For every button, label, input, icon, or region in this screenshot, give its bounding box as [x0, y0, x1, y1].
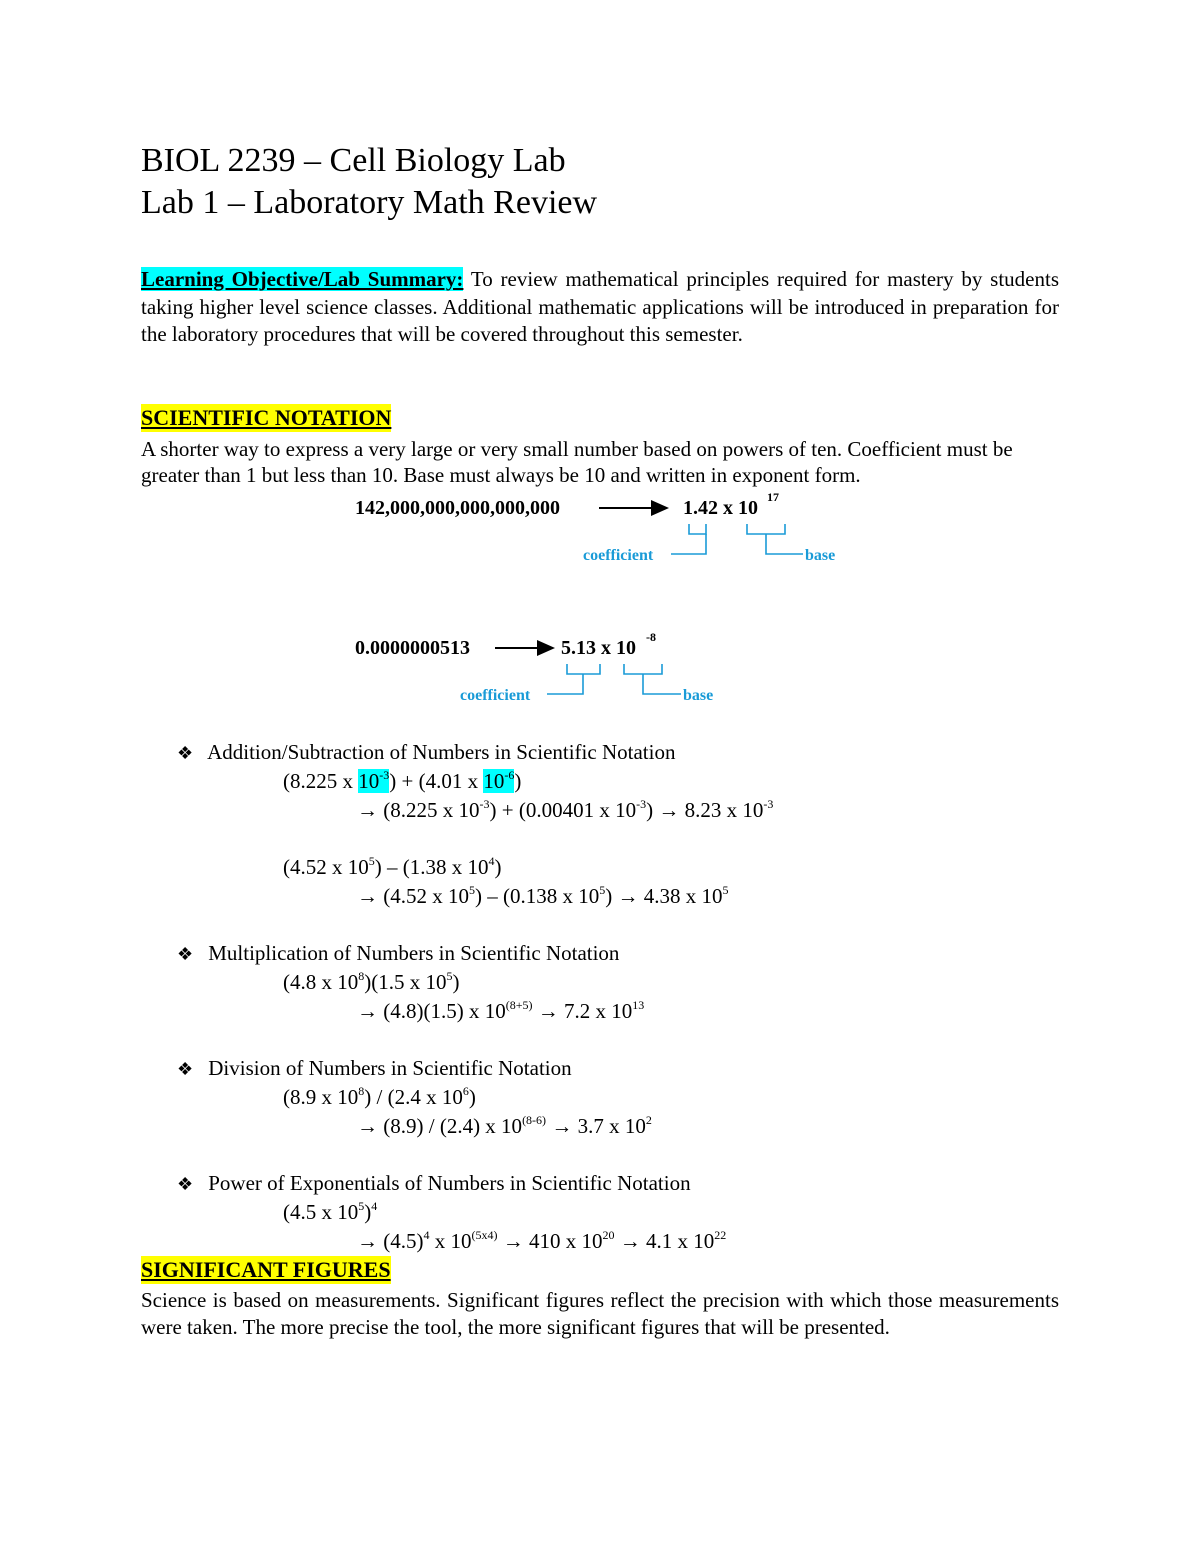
lab-title: Lab 1 – Laboratory Math Review [141, 184, 598, 221]
large-sci-mantissa: 1.42 x 10 [683, 497, 758, 519]
coefficient-bracket-2 [567, 664, 600, 674]
sci-notation-diagram-large [141, 488, 1059, 578]
large-number: 142,000,000,000,000,000 [355, 497, 560, 519]
sci-notation-diagram-small [141, 628, 1059, 718]
multiplication-problem: (4.8 x $10^8)(1.5$ x $10^5$) [283, 969, 460, 994]
arrow-icon: → [357, 999, 378, 1023]
course-title: BIOL 2239 – Cell Biology Lab [141, 142, 566, 179]
addition-example2-solution: → (4.52 x $10^5) - (0.138$ x $10^5) \to 4.38$ x $10^5$ [357, 883, 729, 908]
base-bracket-2 [624, 664, 662, 674]
division-problem: (8.9 x $10^8) / (2.4$ x $10^6$) [283, 1084, 476, 1109]
objective-label: Learning Objective/Lab Summary: [141, 267, 464, 291]
multiplication-section [177, 939, 1037, 1026]
power-problem: (4.5 x $10^5)^4$ [283, 1199, 378, 1224]
division-section [177, 1054, 1037, 1141]
arrow-icon: → [357, 798, 378, 822]
small-sci-exponent: -8 [646, 630, 656, 644]
base-leader-2 [643, 674, 681, 694]
significant-figures-description: Science is based on measurements. Significant figures reflect the precision with which those measurements were taken. The more precise the tool, the more significant figures that will be presented. [141, 1288, 1059, 1339]
arrow-icon: → [357, 1229, 378, 1253]
arrow-icon: → [357, 884, 378, 908]
power-section [177, 1169, 1037, 1256]
addition-section [177, 738, 1037, 911]
addition-example1-solution: → (8.225 x $10^{-3}) + (0.00401$ x $10^{-3}) \to 8.23$ x $10^{-3}$ [357, 797, 774, 822]
arrow-icon: → [619, 1229, 641, 1253]
arrow-icon: → [502, 1229, 524, 1253]
multiplication-title: Multiplication of Numbers in Scientific Notation [208, 941, 620, 965]
bullet-diamond-icon: ❖ [177, 1174, 194, 1194]
scientific-notation-heading: SCIENTIFIC NOTATION [141, 405, 392, 430]
small-sci-mantissa: 5.13 x 10 [561, 637, 636, 659]
arrow-icon: → [617, 884, 639, 908]
scientific-notation-description: A shorter way to express a very large or very small number based on powers of ten. Coefficient must be greater than 1 but less than 10. Base must always be 10 and written in exponent form. [141, 437, 1013, 487]
arrow-icon: → [551, 1114, 573, 1138]
objective-text: To review mathematical principles required for mastery by students taking higher level science classes. Additional mathematic applications will be introduced in preparation for the laboratory procedures that will be covered throughout this semester. [141, 267, 1059, 346]
addition-title: Addition/Subtraction of Numbers in Scientific Notation [207, 740, 676, 764]
arrow-icon: → [357, 1114, 378, 1138]
power-title: Power of Exponentials of Numbers in Scientific Notation [208, 1171, 691, 1195]
significant-figures-heading: SIGNIFICANT FIGURES [141, 1257, 391, 1282]
division-title: Division of Numbers in Scientific Notation [208, 1056, 572, 1080]
coefficient-leader-2 [547, 674, 583, 694]
power-solution: → $(4.5)^4$ x $10^{(5x4)} \to 410$ x $10^{20} \to 4.1$ x $10^{22}$ [357, 1228, 727, 1253]
base-label-2: base [683, 687, 714, 704]
bullet-diamond-icon: ❖ [177, 743, 194, 763]
arrow-icon: → [658, 798, 680, 822]
addition-example2-problem: (4.52 x $10^5) - (1.38$ x $10^4$) [283, 854, 502, 879]
arrow-head-2 [537, 640, 555, 656]
bullet-diamond-icon: ❖ [177, 944, 194, 964]
arrow-head-1 [651, 500, 669, 516]
division-solution: → (8.9) / (2.4) x 10$^{(8-6)}$ → 3.7 x $10^2$ [357, 1113, 652, 1138]
addition-example1-problem: (8.225 x $10^{-3}) + (4.01$ x $10^{-6}$) [283, 768, 522, 793]
bullet-diamond-icon: ❖ [177, 1059, 194, 1079]
multiplication-solution: → (4.8)(1.5) x $10^{(8+5)} \to 7.2$ x $10^{13}$ [357, 998, 645, 1023]
base-bracket-1 [747, 524, 785, 534]
base-label-1: base [805, 547, 836, 564]
operations-list [177, 738, 1037, 1256]
base-leader-1 [766, 534, 803, 554]
small-number: 0.0000000513 [355, 637, 470, 659]
coefficient-label-2: coefficient [460, 687, 531, 704]
arrow-icon: → [537, 999, 559, 1023]
document-title [141, 140, 597, 224]
coefficient-leader-1 [671, 534, 706, 554]
coefficient-label-1: coefficient [583, 547, 654, 564]
coefficient-bracket-1 [689, 524, 706, 534]
learning-objective [141, 266, 1059, 349]
large-sci-exponent: 17 [767, 490, 779, 504]
